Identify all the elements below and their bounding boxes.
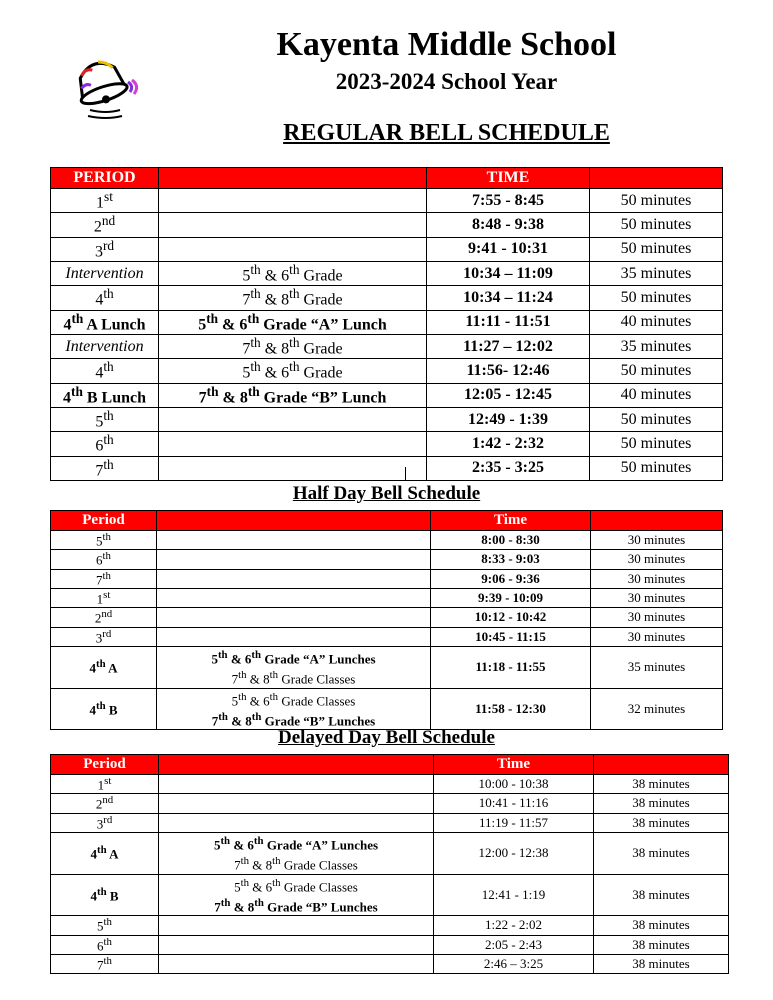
period-suffix: th <box>103 954 112 967</box>
grade-cell <box>157 627 431 646</box>
time-cell: 11:18 - 11:55 <box>431 646 591 688</box>
grade-cell <box>157 608 431 627</box>
period-suffix: st <box>104 189 113 204</box>
grade-cell <box>159 813 434 832</box>
table-row <box>51 569 723 588</box>
grade-cell <box>159 832 434 874</box>
period-suffix: nd <box>101 213 116 229</box>
table-row <box>51 310 723 334</box>
period-number: 3 <box>96 815 104 831</box>
table-row <box>51 237 723 261</box>
table-row <box>51 832 729 874</box>
period-cell: 4th A <box>51 646 157 688</box>
time-cell: 10:41 - 11:16 <box>434 794 594 813</box>
time-cell: 7:55 - 8:45 <box>427 189 590 213</box>
period-cell <box>51 213 159 237</box>
time-cell: 2:35 - 3:25 <box>427 456 590 480</box>
duration-cell: 30 minutes <box>591 627 723 646</box>
divider-tick <box>405 467 406 481</box>
period-cell <box>51 588 157 607</box>
duration-cell: 50 minutes <box>590 286 723 310</box>
period-cell: 4th B <box>51 688 157 730</box>
grade-cell: 5th & 6th Grade “A” Lunch <box>159 310 427 334</box>
period-suffix: th <box>102 550 111 563</box>
time-cell: 12:00 - 12:38 <box>434 832 594 874</box>
time-cell: 11:27 – 12:02 <box>427 334 590 358</box>
period-cell <box>51 608 157 627</box>
duration-cell: 35 minutes <box>591 646 723 688</box>
col-header-duration <box>590 168 723 189</box>
period-suffix: th <box>103 432 114 448</box>
time-cell: 11:58 - 12:30 <box>431 688 591 730</box>
period-suffix: th <box>103 456 114 472</box>
grade-cell <box>159 237 427 261</box>
period-cell <box>51 456 159 480</box>
duration-cell: 50 minutes <box>590 359 723 383</box>
table-row <box>51 213 723 237</box>
table-row <box>51 189 723 213</box>
period-number: 3 <box>95 629 103 645</box>
grade-line-1: 5th & 6th Grade “A” Lunches <box>213 834 379 853</box>
grade-cell <box>159 407 427 431</box>
grade-cell <box>157 550 431 569</box>
table-row <box>51 688 723 730</box>
period-number: 5 <box>97 918 104 934</box>
grade-cell <box>157 588 431 607</box>
time-cell: 10:12 - 10:42 <box>431 608 591 627</box>
period-cell: 4th A Lunch <box>51 310 159 334</box>
grade-cell: 7th & 8th Grade <box>159 286 427 310</box>
period-cell <box>51 935 159 954</box>
col-header-grade <box>159 755 434 775</box>
table-row <box>51 608 723 627</box>
period-cell: 4th B Lunch <box>51 383 159 407</box>
period-suffix: rd <box>103 813 113 826</box>
time-cell: 9:41 - 10:31 <box>427 237 590 261</box>
col-header-time: TIME <box>427 168 590 189</box>
period-cell <box>51 627 157 646</box>
period-number: 6 <box>95 437 104 455</box>
period-number: 2 <box>93 218 102 236</box>
period-cell <box>51 550 157 569</box>
table-row <box>51 646 723 688</box>
period-cell: 4th A <box>51 832 159 874</box>
time-cell: 12:05 - 12:45 <box>427 383 590 407</box>
half-day-title: Half Day Bell Schedule <box>292 483 481 504</box>
period-cell <box>51 916 159 935</box>
col-header-period: Period <box>51 511 157 531</box>
school-year: 2023-2024 School Year <box>335 69 558 94</box>
period-suffix: th <box>103 916 112 929</box>
grade-cell <box>159 794 434 813</box>
period-cell: Intervention <box>51 334 159 358</box>
period-cell: 4th B <box>51 874 159 916</box>
duration-cell: 50 minutes <box>590 189 723 213</box>
regular-schedule-table <box>50 167 723 481</box>
period-number: 3 <box>94 242 103 260</box>
delayed-day-table <box>50 754 729 974</box>
grade-cell <box>159 432 427 456</box>
table-row <box>51 286 723 310</box>
duration-cell: 38 minutes <box>594 935 729 954</box>
period-cell <box>51 775 159 794</box>
period-cell <box>51 794 159 813</box>
table-row <box>51 531 723 550</box>
period-suffix: nd <box>101 608 113 621</box>
grade-cell <box>159 874 434 916</box>
col-header-period: Period <box>51 755 159 775</box>
table-row <box>51 456 723 480</box>
time-cell: 1:22 - 2:02 <box>434 916 594 935</box>
period-suffix: th <box>103 407 114 423</box>
period-cell <box>51 237 159 261</box>
period-number: 7 <box>97 957 104 973</box>
grade-cell: 5th & 6th Grade <box>159 359 427 383</box>
period-cell <box>51 359 159 383</box>
duration-cell: 50 minutes <box>590 407 723 431</box>
regular-schedule-title: REGULAR BELL SCHEDULE <box>283 120 610 146</box>
grade-cell <box>159 456 427 480</box>
period-number: 5 <box>95 413 104 431</box>
time-cell: 8:00 - 8:30 <box>431 531 591 550</box>
grade-line-1: 5th & 6th Grade Classes <box>231 690 356 708</box>
period-cell <box>51 432 159 456</box>
time-cell: 1:42 - 2:32 <box>427 432 590 456</box>
col-header-duration <box>591 511 723 531</box>
duration-cell: 50 minutes <box>590 456 723 480</box>
period-cell <box>51 189 159 213</box>
duration-cell: 40 minutes <box>590 310 723 334</box>
grade-cell <box>157 646 431 688</box>
duration-cell: 38 minutes <box>594 832 729 874</box>
grade-cell <box>157 531 431 550</box>
time-cell: 10:34 – 11:24 <box>427 286 590 310</box>
period-suffix: th <box>102 531 111 543</box>
duration-cell: 38 minutes <box>594 916 729 935</box>
grade-line-1: 5th & 6th Grade “A” Lunches <box>211 648 376 667</box>
col-header-time: Time <box>434 755 594 775</box>
duration-cell: 35 minutes <box>590 261 723 285</box>
duration-cell: 38 minutes <box>594 954 729 973</box>
time-cell: 10:34 – 11:09 <box>427 261 590 285</box>
time-cell: 8:33 - 9:03 <box>431 550 591 569</box>
delayed-day-title: Delayed Day Bell Schedule <box>278 727 495 748</box>
period-number: 6 <box>97 937 104 953</box>
time-cell: 12:49 - 1:39 <box>427 407 590 431</box>
period-suffix: th <box>103 935 112 948</box>
time-cell: 2:05 - 2:43 <box>434 935 594 954</box>
grade-line-1: 5th & 6th Grade Classes <box>234 876 358 894</box>
table-row <box>51 954 729 973</box>
period-number: 6 <box>96 552 103 568</box>
table-row <box>51 588 723 607</box>
grade-line-2: 7th & 8th Grade Classes <box>231 669 356 687</box>
time-cell: 12:41 - 1:19 <box>434 874 594 916</box>
table-row <box>51 261 723 285</box>
time-cell: 9:06 - 9:36 <box>431 569 591 588</box>
duration-cell: 30 minutes <box>591 550 723 569</box>
period-number: 1 <box>96 591 104 607</box>
period-suffix: st <box>103 588 111 601</box>
grade-line-2: 7th & 8th Grade “B” Lunches <box>214 896 378 915</box>
period-number: 4 <box>95 364 104 382</box>
grade-cell <box>159 775 434 794</box>
period-number: 5 <box>96 533 103 549</box>
duration-cell: 30 minutes <box>591 588 723 607</box>
grade-cell <box>159 213 427 237</box>
period-number: 2 <box>95 796 103 812</box>
grade-cell <box>159 954 434 973</box>
time-cell: 8:48 - 9:38 <box>427 213 590 237</box>
duration-cell: 38 minutes <box>594 794 729 813</box>
table-row <box>51 407 723 431</box>
table-row <box>51 775 729 794</box>
duration-cell: 50 minutes <box>590 213 723 237</box>
duration-cell: 32 minutes <box>591 688 723 730</box>
grade-line-2: 7th & 8th Grade “B” Lunches <box>211 710 376 729</box>
half-day-table <box>50 510 723 730</box>
grade-line-2: 7th & 8th Grade Classes <box>234 855 358 873</box>
table-row <box>51 359 723 383</box>
period-cell: Intervention <box>51 261 159 285</box>
table-row <box>51 813 729 832</box>
table-row <box>51 916 729 935</box>
period-number: 1 <box>97 777 105 793</box>
period-suffix: th <box>103 286 114 302</box>
col-header-time: Time <box>431 511 591 531</box>
time-cell: 11:56- 12:46 <box>427 359 590 383</box>
duration-cell: 50 minutes <box>590 237 723 261</box>
duration-cell: 30 minutes <box>591 569 723 588</box>
table-row <box>51 383 723 407</box>
time-cell: 9:39 - 10:09 <box>431 588 591 607</box>
col-header-duration <box>594 755 729 775</box>
table-row <box>51 935 729 954</box>
col-header-grade <box>157 511 431 531</box>
time-cell: 10:45 - 11:15 <box>431 627 591 646</box>
duration-cell: 50 minutes <box>590 432 723 456</box>
period-suffix: rd <box>102 627 112 640</box>
grade-cell: 7th & 8th Grade “B” Lunch <box>159 383 427 407</box>
period-number: 4 <box>95 291 104 309</box>
grade-cell <box>159 935 434 954</box>
table-row <box>51 794 729 813</box>
period-suffix: th <box>103 359 114 375</box>
grade-cell: 7th & 8th Grade <box>159 334 427 358</box>
grade-cell <box>157 688 431 730</box>
col-header-period: PERIOD <box>51 168 159 189</box>
grade-cell <box>159 189 427 213</box>
table-row <box>51 334 723 358</box>
duration-cell: 30 minutes <box>591 531 723 550</box>
table-row <box>51 874 729 916</box>
table-row <box>51 432 723 456</box>
time-cell: 10:00 - 10:38 <box>434 775 594 794</box>
col-header-grade <box>159 168 427 189</box>
duration-cell: 40 minutes <box>590 383 723 407</box>
period-suffix: th <box>102 569 111 582</box>
duration-cell: 38 minutes <box>594 874 729 916</box>
period-cell <box>51 813 159 832</box>
duration-cell: 38 minutes <box>594 775 729 794</box>
period-suffix: st <box>104 775 112 787</box>
period-number: 7 <box>95 461 104 479</box>
period-suffix: nd <box>102 794 114 807</box>
duration-cell: 30 minutes <box>591 608 723 627</box>
time-cell: 11:19 - 11:57 <box>434 813 594 832</box>
grade-cell: 5th & 6th Grade <box>159 261 427 285</box>
period-cell <box>51 407 159 431</box>
school-name: Kayenta Middle School <box>276 26 617 63</box>
period-cell <box>51 954 159 973</box>
period-number: 1 <box>96 194 105 212</box>
period-number: 7 <box>96 571 103 587</box>
table-row <box>51 627 723 646</box>
grade-cell <box>157 569 431 588</box>
period-number: 2 <box>94 610 102 626</box>
period-cell <box>51 531 157 550</box>
time-cell: 11:11 - 11:51 <box>427 310 590 334</box>
period-cell <box>51 569 157 588</box>
duration-cell: 35 minutes <box>590 334 723 358</box>
time-cell: 2:46 – 3:25 <box>434 954 594 973</box>
duration-cell: 38 minutes <box>594 813 729 832</box>
grade-cell <box>159 916 434 935</box>
table-row <box>51 550 723 569</box>
period-cell <box>51 286 159 310</box>
period-suffix: rd <box>102 237 115 253</box>
